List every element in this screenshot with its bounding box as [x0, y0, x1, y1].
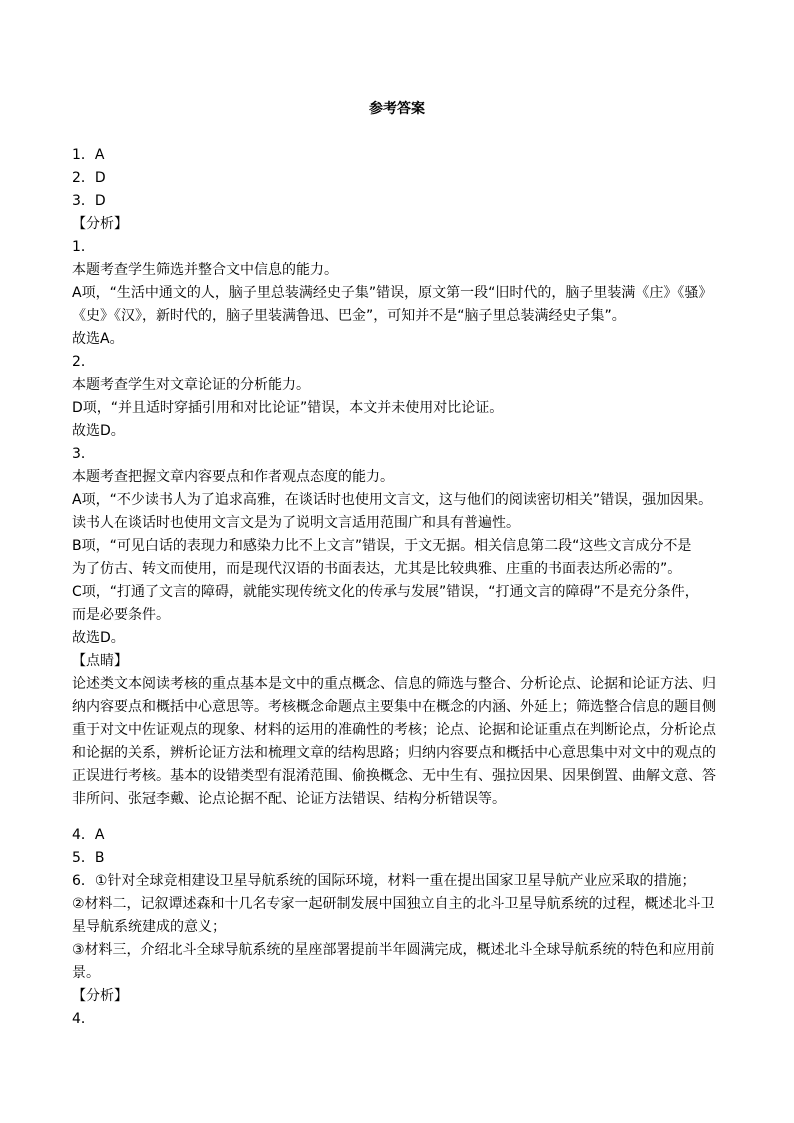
answer-line-1: 1．A	[72, 147, 105, 163]
text-line: A项，“生活中通文的人，脑子里总装满经史子集”错误，原文第一段“旧时代的，脑子里装满《庄》《骚》	[72, 285, 713, 301]
analysis-item-number: 1．	[72, 239, 95, 255]
text-line: 为了仿古、转文而使用，而是现代汉语的书面表达，尤其是比较典雅、庄重的书面表达所必需的”。	[72, 561, 682, 577]
answer-line-5: 5．B	[72, 850, 105, 866]
text-line: 故选D。	[72, 630, 125, 646]
text-line: 故选D。	[72, 423, 125, 439]
text-line: 本题考查把握文章内容要点和作者观点态度的能力。	[72, 469, 394, 485]
text-line: 正误进行考核。基本的设错类型有混淆范围、偷换概念、无中生有、强拉因果、因果倒置、曲解文意、答	[72, 768, 716, 784]
text-line: C项，“打通了文言的障碍，就能实现传统文化的传承与发展”错误，“打通文言的障碍”不是充分条件，	[72, 584, 699, 600]
text-line: 《史》《汉》，新时代的，脑子里装满鲁迅、巴金”，可知并不是“脑子里总装满经史子集”。	[72, 308, 626, 324]
answer-line-3: 3．D	[72, 193, 106, 209]
document-title: 参考答案	[369, 101, 425, 117]
text-line: ③材料三，介绍北斗全球导航系统的星座部署提前半年圆满完成，概述北斗全球导航系统的特色和应用前	[72, 942, 715, 958]
analysis-item-number: 3．	[72, 446, 95, 462]
analysis-item-number: 4．	[72, 1011, 95, 1027]
answer-line-4: 4．A	[72, 827, 105, 843]
answer-line-6: 6．①针对全球竞相建设卫星导航系统的国际环境，材料一重在提出国家卫星导航产业应采取的措施；	[72, 873, 696, 889]
text-line: 论述类文本阅读考核的重点基本是文中的重点概念、信息的筛选与整合、分析论点、论据和论证方法、归	[72, 676, 716, 692]
text-line: 和论据的关系，辨析论证方法和梳理文章的结构思路；归纳内容要点和概括中心意思集中对文中的观点的	[72, 745, 716, 761]
text-line: 非所问、张冠李戴、论点论据不配、论证方法错误、结构分析错误等。	[72, 791, 506, 807]
text-line: 故选A。	[72, 331, 124, 347]
text-line: 而是必要条件。	[72, 607, 170, 623]
section-heading-analysis: 【分析】	[72, 988, 128, 1004]
section-heading-tips: 【点睛】	[72, 653, 128, 669]
text-line: 读书人在谈话时也使用文言文是为了说明文言适用范围广和具有普遍性。	[72, 515, 520, 531]
text-line: 星导航系统建成的意义；	[72, 919, 226, 935]
text-line: 景。	[72, 965, 100, 981]
text-line: 纳内容要点和概括中心意思等。考核概念命题点主要集中在概念的内涵、外延上；筛选整合信息的题目侧	[72, 699, 716, 715]
section-heading-analysis: 【分析】	[72, 216, 128, 232]
text-line: 重于对文中佐证观点的现象、材料的运用的准确性的考核；论点、论据和论证重点在判断论点，分析论点	[72, 722, 716, 738]
text-line: A项，“不少读书人为了追求高雅，在谈话时也使用文言文，这与他们的阅读密切相关”错误，强加因果。	[72, 492, 713, 508]
answer-line-2: 2．D	[72, 170, 106, 186]
text-line: 本题考查学生对文章论证的分析能力。	[72, 377, 310, 393]
text-line: D项，“并且适时穿插引用和对比论证”错误，本文并未使用对比论证。	[72, 400, 504, 416]
text-line: B项，“可见白话的表现力和感染力比不上文言”错误，于文无据。相关信息第二段“这些文言成分不是	[72, 538, 692, 554]
text-line: 本题考查学生筛选并整合文中信息的能力。	[72, 262, 338, 278]
text-line: ②材料二，记叙谭述森和十几名专家一起研制发展中国独立自主的北斗卫星导航系统的过程，概述北斗卫	[72, 896, 715, 912]
analysis-item-number: 2．	[72, 354, 95, 370]
